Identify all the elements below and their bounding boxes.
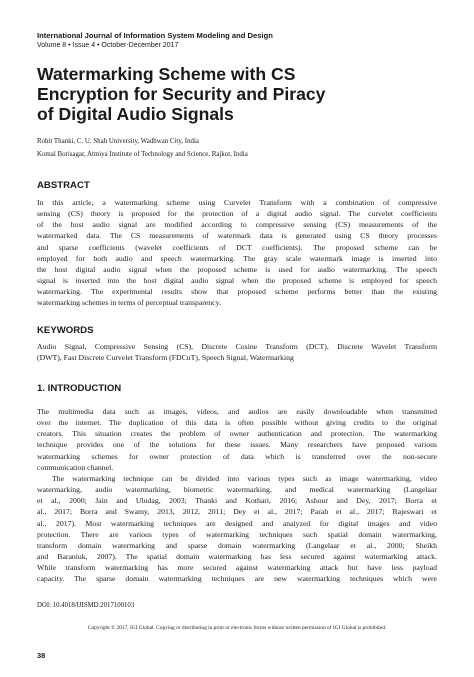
text-line: sensing (CS) theory is proposed for the protection of a digital audio signal. The curvelet coefficients <box>37 209 437 219</box>
text-line: capacity. The sparse domain watermarking techniques are new watermarking techniques which were <box>37 574 437 584</box>
text-line: transform domain watermarking and sparse domain watermarking (Langelaar et al., 2000; Sheikh <box>37 540 437 550</box>
keywords-text <box>37 341 437 363</box>
text-line: The multimedia data such as images, videos, and audios are easily downloadable when transmitted <box>37 407 437 416</box>
text-line: of the host audio signal are modified according to compressive sensing (CS) measurements of the <box>37 220 437 230</box>
text-line: creators. This situation creates the problem of owner authentication and protection. The watermarking <box>37 429 437 439</box>
journal-name: International Journal of Information System Modeling and Design <box>37 31 273 40</box>
introduction-paragraph-1 <box>37 406 437 473</box>
text-line: watermarking schemes in terms of perceptual transparency. <box>37 298 221 308</box>
author-line: Rohit Thanki, C. U. Shah University, Wadhwan City, India <box>37 138 199 145</box>
text-line: and sparse coefficients (wavelet coefficients of DCT coefficients). The proposed scheme can be <box>37 242 437 252</box>
title-line: Encryption for Security and Piracy <box>37 84 326 104</box>
text-line: technique provides one of the solutions for these issues. Many researchers have proposed various <box>37 440 437 450</box>
text-line: (DWT), Fast Discrete Curvelet Transform (FDCuT), Speech Signal, Watermarking <box>37 353 294 363</box>
text-line: watermarking. The experimental results show that proposed scheme performs better than the existing <box>37 287 437 297</box>
text-line: The watermarking technique can be divided into various types such as image watermarking, video <box>52 474 437 483</box>
introduction-paragraph-2 <box>37 473 437 585</box>
text-line: employed for both audio and speech watermarking. The gray scale watermark image is inserted into <box>37 253 437 263</box>
text-line: Audio Signal, Compressive Sensing (CS), Discrete Cosine Transform (DCT), Discrete Wavelet Transform <box>37 342 437 351</box>
title-line: Watermarking Scheme with CS <box>37 64 296 84</box>
abstract-text <box>37 197 437 309</box>
keywords-heading: KEYWORDS <box>37 325 94 336</box>
text-line: the host digital audio signal when the proposed scheme is used for audio watermarking. The speech <box>37 264 437 274</box>
text-line: watermarked data. The CS measurements of watermark data is generated using CS theory processes <box>37 231 437 241</box>
text-line: signal is inserted into the host digital audio signal when the proposed scheme is employed for speech <box>37 276 437 286</box>
title-line: of Digital Audio Signals <box>37 104 234 124</box>
article-title <box>37 64 437 124</box>
text-line: communication channel. <box>37 462 114 472</box>
doi-line: DOI: 10.4018/IJISMD.2017100103 <box>37 602 135 609</box>
abstract-heading: ABSTRACT <box>37 180 90 191</box>
author-line: Komal Borisagar, Atmiya Institute of Technology and Science, Rajkot, India <box>37 151 248 158</box>
text-line: al., 2017; Borra and Swamy, 2013, 2012, 2011; Dey et al., 2017; Parah et al., 2017; Rajeswari et <box>37 507 437 517</box>
page-number: 38 <box>37 651 46 660</box>
text-line: protection. There are various types of watermarking techniques such spatial domain watermarking, <box>37 529 437 539</box>
text-line: and Baraniuk, 2007). The spatial domain watermarking has less secured against watermarking attack. <box>37 552 437 562</box>
text-line: While transform watermarking has more secured against watermarking attack but have less payload <box>37 563 437 573</box>
journal-volume: Volume 8 • Issue 4 • October-December 2017 <box>37 42 179 49</box>
text-line: over the internet. The duplication of this data is often possible without giving credits to the original <box>37 418 437 428</box>
text-line: al., 2017). Most watermarking techniques are designed and analyzed for digital images and video <box>37 518 437 528</box>
copyright-notice: Copyright © 2017, IGI Global. Copying or distributing in print or electronic forms without written permission of IGI Global is prohibited. <box>87 625 387 631</box>
text-line: watermarking, audio watermarking, biometric watermarking, and medical watermarking (Langelaar <box>37 485 437 495</box>
text-line: In this article, a watermarking scheme using Curvelet Transform with a combination of compressive <box>37 198 437 207</box>
introduction-heading: 1. INTRODUCTION <box>37 383 122 394</box>
text-line: et al., 2000; Jain and Uludag, 2003; Thanki and Kothari, 2016; Ashour and Dey, 2017; Borra et <box>37 496 437 506</box>
text-line: watermarking schemes for owner protection of data which is transferred over the non-secure <box>37 451 437 461</box>
